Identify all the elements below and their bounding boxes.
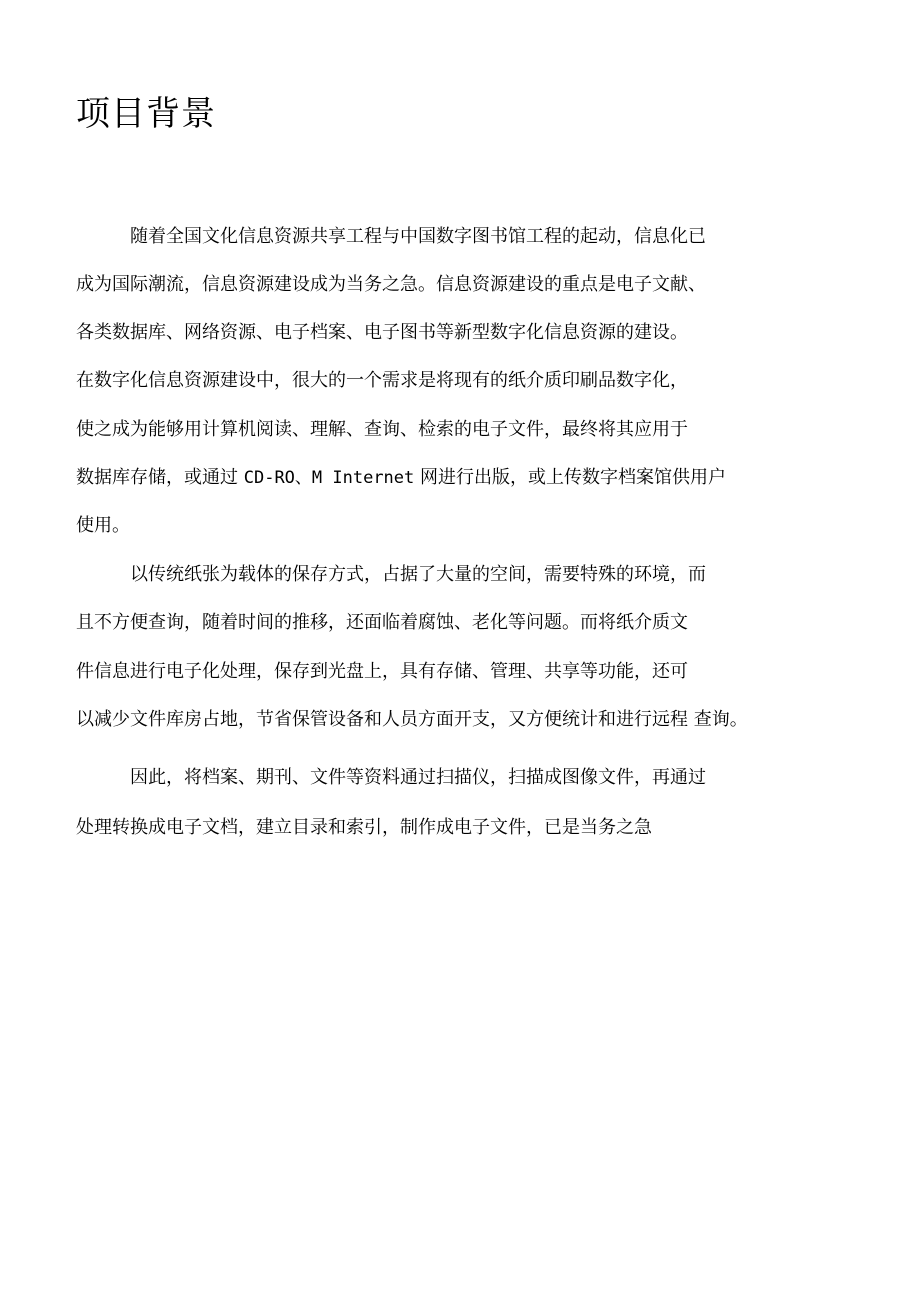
paragraph-2-line-1: 以传统纸张为载体的保存方式，占据了大量的空间，需要特殊的环境，而 xyxy=(130,564,706,585)
page-title: 项目背景 xyxy=(76,94,216,134)
paragraph-1-line-6-start: 数据库存储，或通过 xyxy=(76,467,244,488)
paragraph-1-line-1: 随着全国文化信息资源共享工程与中国数字图书馆工程的起动，信息化已 xyxy=(130,226,706,247)
paragraph-3-line-2: 处理转换成电子文档，建立目录和索引，制作成电子文件，已是当务之急 xyxy=(76,817,652,838)
paragraph-1-line-3: 各类数据库、网络资源、电子档案、电子图书等新型数字化信息资源的建设。 xyxy=(76,322,688,343)
paragraph-2-line-3: 件信息进行电子化处理，保存到光盘上，具有存储、管理、共享等功能，还可 xyxy=(76,661,688,682)
paragraph-1-line-5: 使之成为能够用计算机阅读、理解、查询、检索的电子文件，最终将其应用于 xyxy=(76,419,688,440)
paragraph-2-line-2: 且不方便查询，随着时间的推移，还面临着腐蚀、老化等问题。而将纸介质文 xyxy=(76,612,688,633)
paragraph-1-line-2: 成为国际潮流，信息资源建设成为当务之急。信息资源建设的重点是电子文献、 xyxy=(76,274,706,295)
paragraph-1-line-6-latin: CD-RO、M Internet xyxy=(243,468,415,488)
paragraph-3-line-1: 因此，将档案、期刊、文件等资料通过扫描仪，扫描成图像文件，再通过 xyxy=(130,767,706,788)
paragraph-2-line-4: 以减少文件库房占地，节省保管设备和人员方面开支，又方便统计和进行远程 查询。 xyxy=(76,709,748,730)
paragraph-1-line-7: 使用。 xyxy=(76,515,130,536)
paragraph-1-line-6-end: 网进行出版，或上传数字档案馆供用户 xyxy=(414,467,726,488)
paragraph-1-line-4: 在数字化信息资源建设中，很大的一个需求是将现有的纸介质印刷品数字化， xyxy=(76,370,688,391)
paragraph-1-line-6 xyxy=(76,465,726,491)
